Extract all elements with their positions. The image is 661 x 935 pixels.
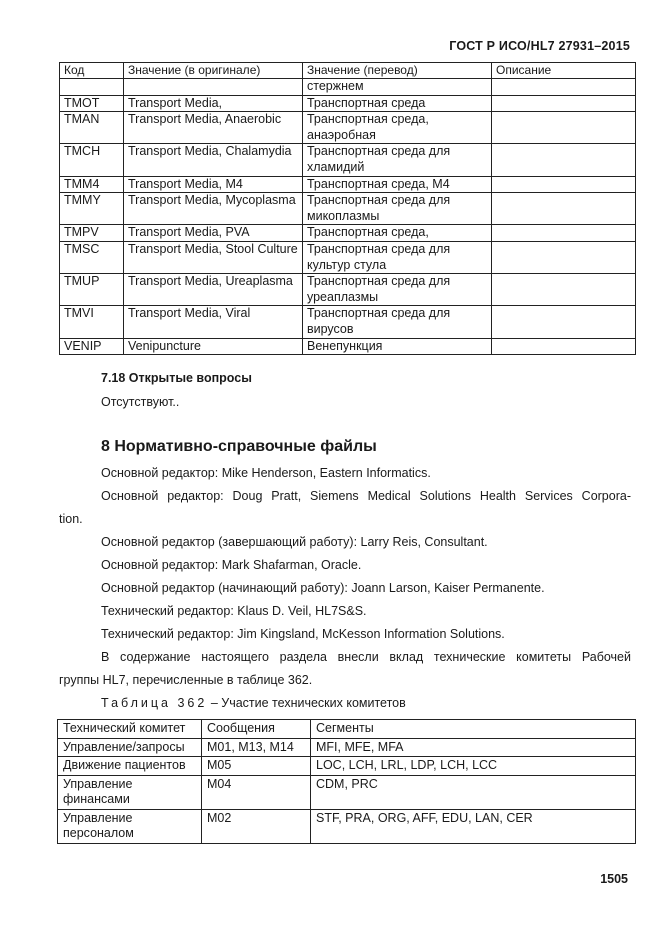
editor-line: Основной редактор: Doug Pratt, Siemens Medical Solutions Health Services Corpora- xyxy=(101,489,631,503)
table-row xyxy=(60,225,636,242)
document-header: ГОСТ Р ИСО/HL7 27931–2015 xyxy=(449,39,630,53)
column-header: Технический комитет xyxy=(58,720,202,739)
section-7-18-title: 7.18 Открытые вопросы xyxy=(101,371,252,385)
codes-table-body xyxy=(60,79,636,355)
table-cell: Транспортная среда, M4 xyxy=(303,176,492,193)
table-cell: CDM, PRC xyxy=(311,775,636,809)
table-cell: M02 xyxy=(202,809,311,843)
table-cell: TMM4 xyxy=(60,176,124,193)
table-cell: TMOT xyxy=(60,95,124,112)
table-cell: TMVI xyxy=(60,306,124,338)
table-caption-number: Таблица 362 xyxy=(101,696,208,710)
table-row xyxy=(60,193,636,225)
table-cell: Венепункция xyxy=(303,338,492,355)
table-row xyxy=(60,338,636,355)
table-cell xyxy=(492,176,636,193)
table-cell: Управление финансами xyxy=(58,775,202,809)
table-cell: STF, PRA, ORG, AFF, EDU, LAN, CER xyxy=(311,809,636,843)
table-cell: Транспортная среда, xyxy=(303,225,492,242)
table-cell: M04 xyxy=(202,775,311,809)
table-cell: TMSC xyxy=(60,241,124,273)
paragraph-line: группы HL7, перечисленные в таблице 362. xyxy=(59,673,313,687)
table-cell: TMCH xyxy=(60,144,124,176)
table-row xyxy=(60,274,636,306)
editor-line: Технический редактор: Klaus D. Veil, HL7S&S. xyxy=(101,604,367,618)
table-cell: Транспортная среда для культур стула xyxy=(303,241,492,273)
editor-line: Технический редактор: Jim Kingsland, McKesson Information Solutions. xyxy=(101,627,505,641)
table-header-row xyxy=(58,720,636,739)
table-cell xyxy=(492,338,636,355)
table-cell: Управление персоналом xyxy=(58,809,202,843)
table-cell: Transport Media, xyxy=(124,95,303,112)
editor-line: Основной редактор: Mark Shafarman, Oracle. xyxy=(101,558,362,572)
table-cell: Управление/запросы xyxy=(58,738,202,757)
editor-line: Основной редактор (завершающий работу): Larry Reis, Consultant. xyxy=(101,535,488,549)
column-header: Значение (в оригинале) xyxy=(124,63,303,79)
table-cell: Транспортная среда для вирусов xyxy=(303,306,492,338)
column-header: Сегменты xyxy=(311,720,636,739)
table-cell: Транспортная среда xyxy=(303,95,492,112)
table-cell xyxy=(124,79,303,96)
table-cell: Движение пациентов xyxy=(58,757,202,776)
table-cell xyxy=(492,112,636,144)
table-cell: TMPV xyxy=(60,225,124,242)
codes-table xyxy=(59,62,636,355)
table-cell: Transport Media, Viral xyxy=(124,306,303,338)
table-cell: Transport Media, M4 xyxy=(124,176,303,193)
table-cell: LOC, LCH, LRL, LDP, LCH, LCC xyxy=(311,757,636,776)
committees-table-body xyxy=(58,738,636,843)
table-cell xyxy=(60,79,124,96)
table-cell xyxy=(492,79,636,96)
table-header-row xyxy=(60,63,636,79)
page-number: 1505 xyxy=(600,872,628,886)
table-cell: Transport Media, PVA xyxy=(124,225,303,242)
table-caption xyxy=(101,696,406,710)
table-row xyxy=(60,144,636,176)
table-cell: VENIP xyxy=(60,338,124,355)
table-cell: Transport Media, Stool Culture xyxy=(124,241,303,273)
table-cell: Transport Media, Chalamydia xyxy=(124,144,303,176)
column-header: Описание xyxy=(492,63,636,79)
table-cell xyxy=(492,95,636,112)
table-cell: Транспортная среда, анаэробная xyxy=(303,112,492,144)
table-row xyxy=(58,738,636,757)
section-7-18-text: Отсутствуют.. xyxy=(101,395,180,409)
column-header: Код xyxy=(60,63,124,79)
table-cell: Transport Media, Mycoplasma xyxy=(124,193,303,225)
table-cell: Venipuncture xyxy=(124,338,303,355)
table-cell: стержнем xyxy=(303,79,492,96)
table-row xyxy=(60,241,636,273)
table-row xyxy=(60,95,636,112)
table-cell: MFI, MFE, MFA xyxy=(311,738,636,757)
table-cell: Транспортная среда для уреаплазмы xyxy=(303,274,492,306)
table-cell xyxy=(492,306,636,338)
table-cell xyxy=(492,274,636,306)
table-row xyxy=(58,809,636,843)
table-cell xyxy=(492,144,636,176)
table-row xyxy=(60,176,636,193)
table-row xyxy=(58,757,636,776)
editor-line: Основной редактор (начинающий работу): Joann Larson, Kaiser Permanente. xyxy=(101,581,545,595)
table-cell: Транспортная среда для микоплазмы xyxy=(303,193,492,225)
column-header: Сообщения xyxy=(202,720,311,739)
table-cell xyxy=(492,225,636,242)
table-cell: M05 xyxy=(202,757,311,776)
table-cell: TMAN xyxy=(60,112,124,144)
table-caption-text: Участие технических комитетов xyxy=(221,696,406,710)
column-header: Значение (перевод) xyxy=(303,63,492,79)
paragraph-line: В содержание настоящего раздела внесли вклад технические комитеты Рабочей xyxy=(101,650,631,664)
table-cell: TMMY xyxy=(60,193,124,225)
table-cell: Transport Media, Anaerobic xyxy=(124,112,303,144)
table-row xyxy=(60,79,636,96)
table-row xyxy=(60,112,636,144)
table-cell: M01, M13, M14 xyxy=(202,738,311,757)
table-row xyxy=(58,775,636,809)
section-8-title: 8 Нормативно-справочные файлы xyxy=(101,438,377,455)
table-cell: TMUP xyxy=(60,274,124,306)
table-caption-dash: – xyxy=(210,696,218,710)
table-cell: Transport Media, Ureaplasma xyxy=(124,274,303,306)
table-cell xyxy=(492,241,636,273)
committees-table xyxy=(57,719,636,844)
editor-line: tion. xyxy=(59,512,83,526)
table-row xyxy=(60,306,636,338)
table-cell: Транспортная среда для хламидий xyxy=(303,144,492,176)
editor-line: Основной редактор: Mike Henderson, Eastern Informatics. xyxy=(101,466,431,480)
table-cell xyxy=(492,193,636,225)
